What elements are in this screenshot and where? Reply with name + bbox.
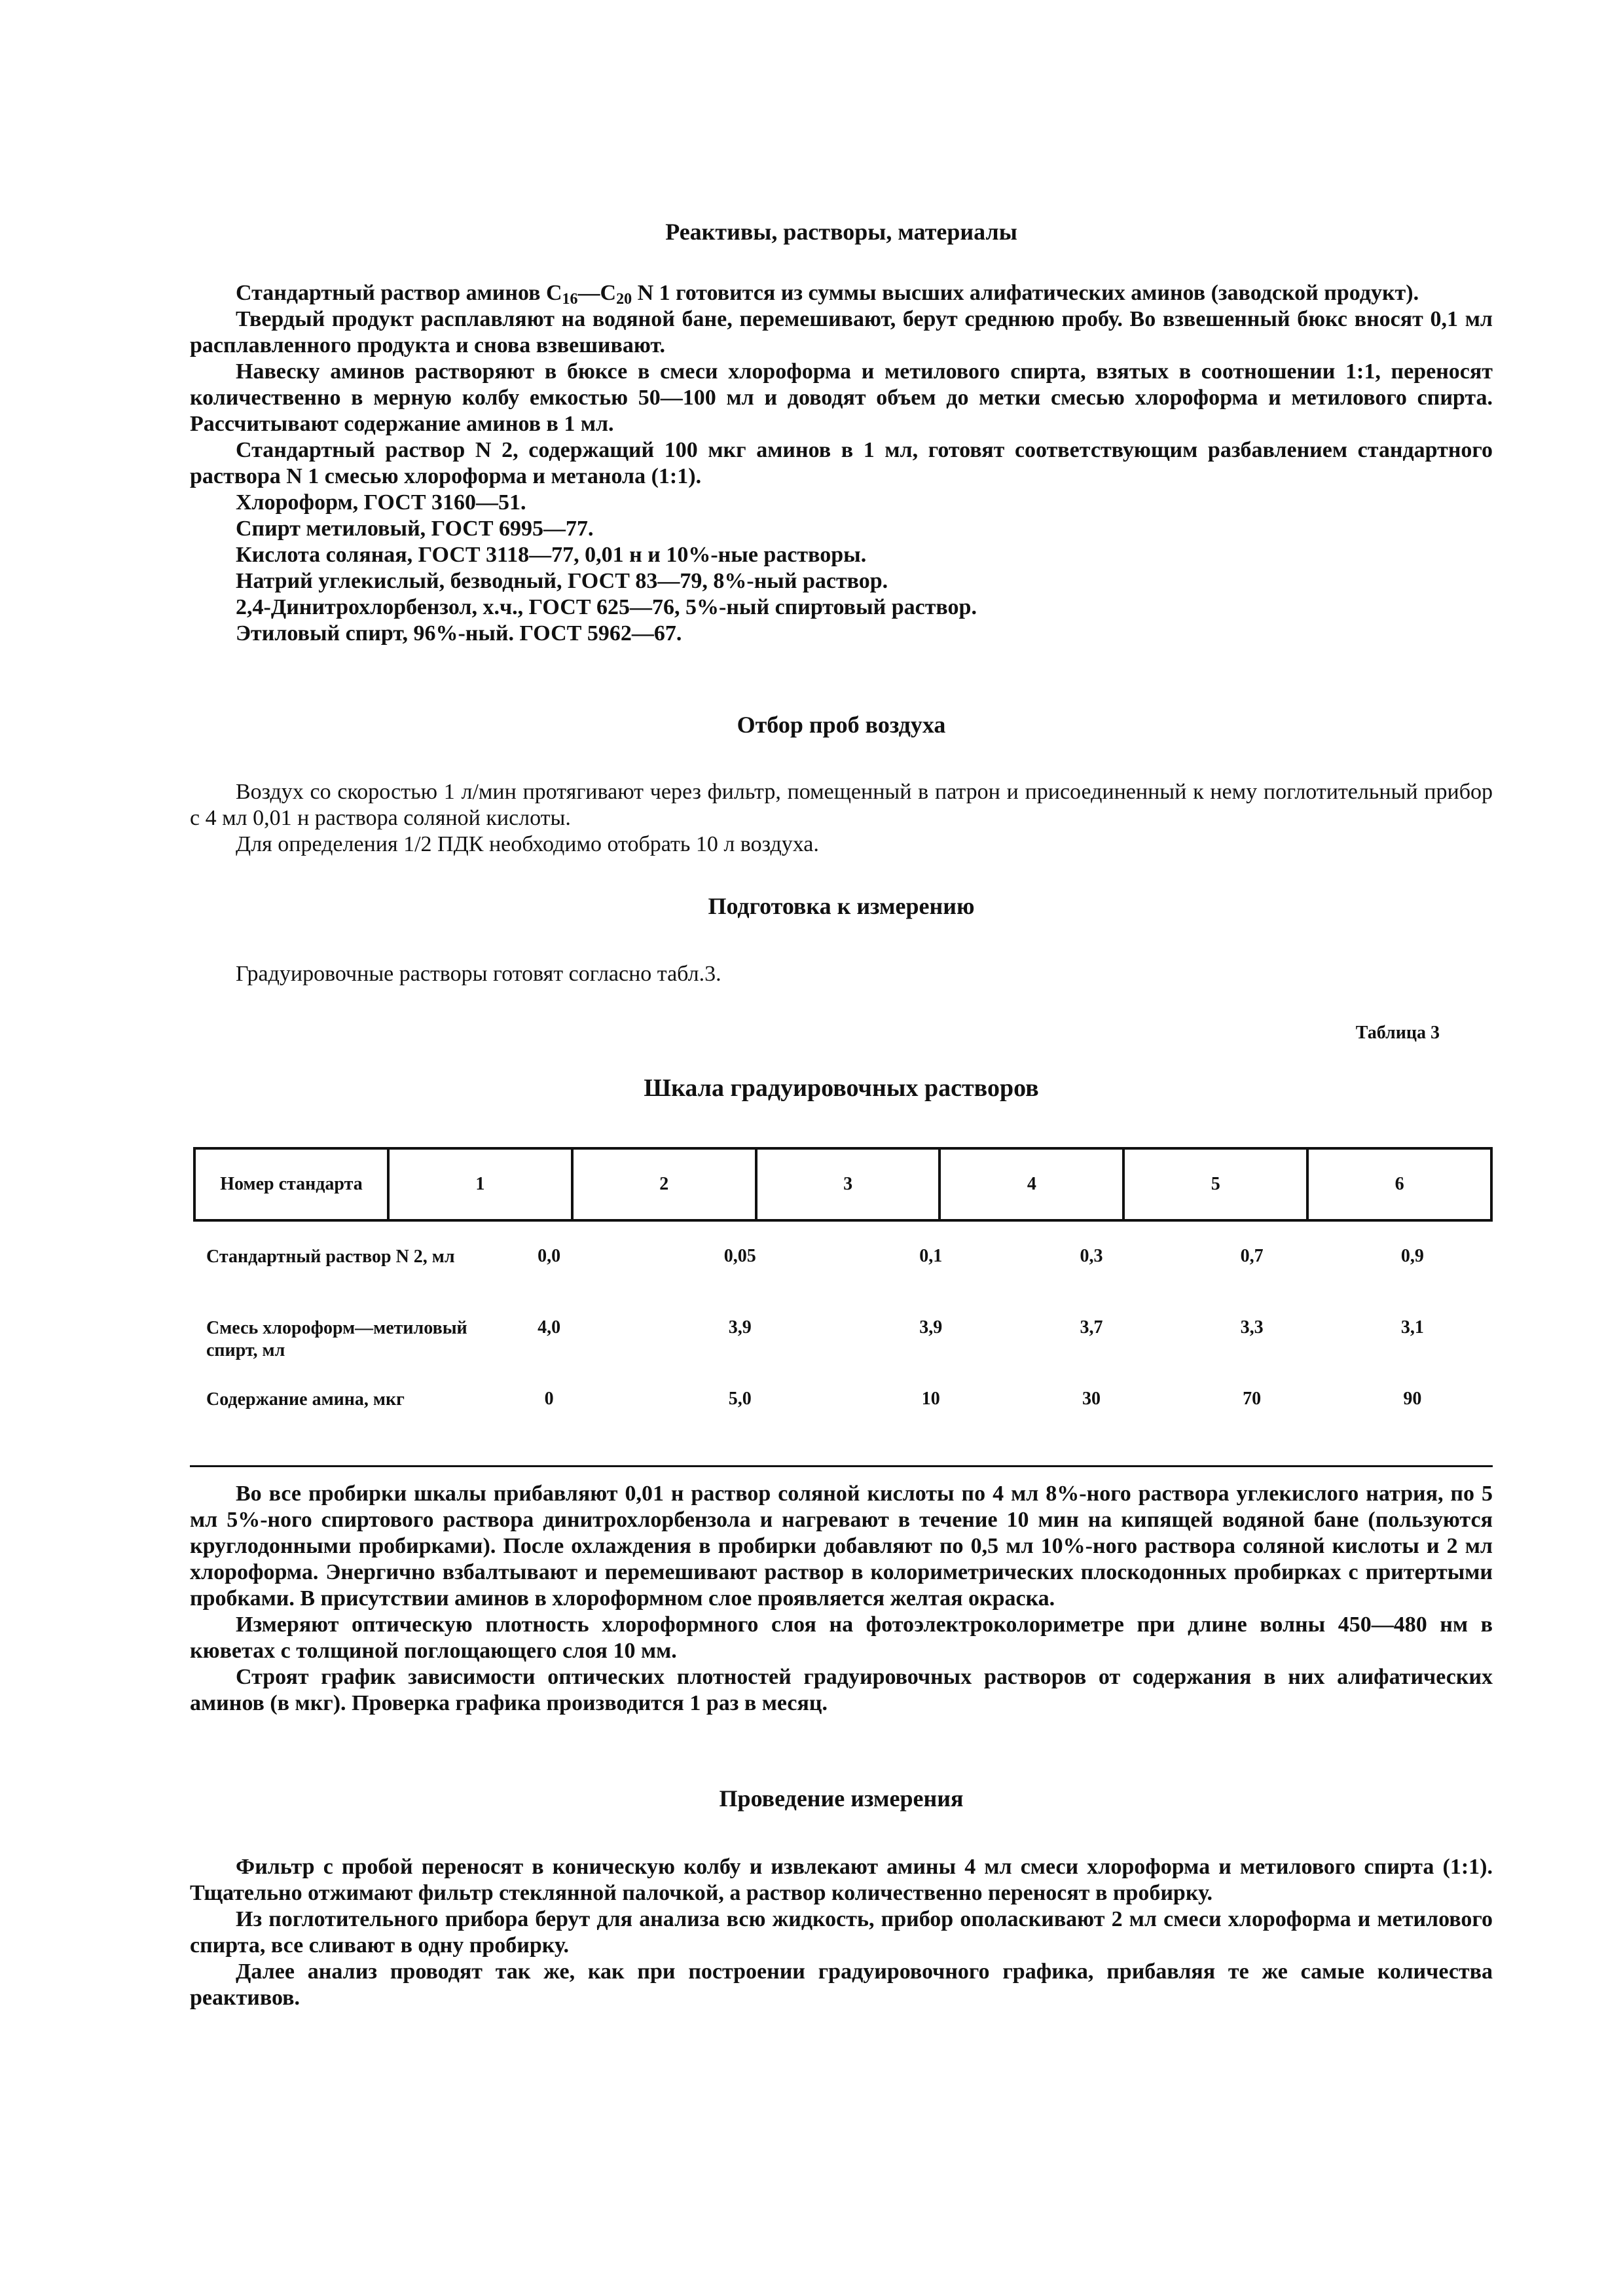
table-cell: 0,3: [1080, 1246, 1103, 1266]
reagents-item: 2,4-Динитрохлорбензол, х.ч., ГОСТ 625—76, 5%-ный спиртовый раствор.: [236, 595, 977, 619]
table-header-row: [194, 1148, 1491, 1220]
table-cell: 0,1: [919, 1246, 943, 1266]
table-cell: 0,0: [538, 1246, 561, 1266]
sampling-paragraph: Воздух со скоростью 1 л/мин протягивают через фильтр, помещенный в патрон и присоединенный к нему поглотительный прибор с 4 мл 0,01 н раствора соляной кислоты.: [190, 780, 1493, 830]
reagents-section: [190, 280, 1493, 647]
header-cell: 6: [1307, 1148, 1491, 1220]
sampling-heading: Отбор проб воздуха: [737, 712, 946, 738]
measurement-paragraph: Фильтр с пробой переносят в коническую колбу и извлекают амины 4 мл смеси хлороформа и метилового спирта (1:1). Тщательно отжимают фильтр стеклянной палочкой, а раствор количественно переносят в пробирку.: [190, 1855, 1493, 1905]
reagents-item: Хлороформ, ГОСТ 3160—51.: [236, 490, 526, 515]
reagents-heading: Реактивы, растворы, материалы: [665, 219, 1017, 245]
header-cell: 5: [1123, 1148, 1307, 1220]
reagents-paragraph: Стандартный раствор N 2, содержащий 100 мкг аминов в 1 мл, готовят соответствующим разбавлением стандартного раствора N 1 смесью хлороформа и метанола (1:1).: [190, 438, 1493, 488]
table-cell: 70: [1243, 1389, 1262, 1409]
after-table-section: [190, 1481, 1493, 1717]
row-label: Смесь хлороформ—метиловый спирт, мл: [206, 1318, 467, 1360]
reagents-item: Спирт метиловый, ГОСТ 6995—77.: [236, 517, 594, 541]
after-table-paragraph: Строят график зависимости оптических плотностей градуировочных растворов от содержания в них алифатических аминов (в мкг). Проверка графика производится 1 раз в месяц.: [190, 1665, 1493, 1715]
table-bottom-rule: [190, 1465, 1493, 1467]
measurement-heading: Проведение измерения: [719, 1785, 964, 1812]
table-cell: 4,0: [538, 1317, 561, 1338]
reagents-paragraph: Стандартный раствор аминов $C_{16}—C_{20}$ N 1 готовится из суммы высших алифатических аминов (заводской продукт).: [236, 281, 1419, 308]
after-table-paragraph: Измеряют оптическую плотность хлороформного слоя на фотоэлектроколориметре при длине волны 450—480 нм в кюветах с толщиной поглощающего слоя 10 мм.: [190, 1613, 1493, 1663]
table-cell: 0,7: [1240, 1246, 1264, 1266]
table-row: [193, 1383, 1493, 1455]
table-row: [193, 1312, 1493, 1383]
header-cell: Номер стандарта: [194, 1148, 388, 1220]
table-title: Шкала градуировочных растворов: [644, 1074, 1039, 1102]
prep-paragraph: Градуировочные растворы готовят согласно табл.3.: [236, 962, 721, 986]
sampling-section: [190, 779, 1493, 858]
table-cell: 0,05: [723, 1246, 756, 1266]
table-cell: 30: [1082, 1389, 1101, 1409]
reagents-item: Кислота соляная, ГОСТ 3118—77, 0,01 н и 10%-ные растворы.: [236, 543, 867, 567]
table-cell: 3,1: [1400, 1317, 1424, 1338]
header-cell: 3: [756, 1148, 940, 1220]
reagents-paragraph: Твердый продукт расплавляют на водяной бане, перемешивают, берут среднюю пробу. Во взвешенный бюкс вносят 0,1 мл расплавленного продукта и снова взвешивают.: [190, 307, 1493, 357]
header-cell: 1: [388, 1148, 572, 1220]
table-cell: 5,0: [728, 1389, 752, 1409]
table-cell: 3,7: [1080, 1317, 1103, 1338]
header-cell: 2: [572, 1148, 756, 1220]
header-cell: 4: [939, 1148, 1123, 1220]
table-cell: 10: [921, 1389, 940, 1409]
measurement-section: [190, 1854, 1493, 2011]
table-cell: 0,9: [1400, 1246, 1424, 1266]
reagents-paragraph: Навеску аминов растворяют в бюксе в смеси хлороформа и метилового спирта, взятых в соотношении 1:1, переносят количественно в мерную колбу емкостью 50—100 мл и доводят объем до метки смесью хлороформа и метилового спирта. Рассчитывают содержание аминов в 1 мл.: [190, 359, 1493, 436]
table-cell: 0: [544, 1389, 554, 1409]
table-header: [193, 1147, 1493, 1222]
table-cell: 3,9: [728, 1317, 752, 1338]
row-label: Стандартный раствор N 2, мл: [206, 1247, 455, 1267]
reagents-item: Натрий углекислый, безводный, ГОСТ 83—79, 8%-ный раствор.: [236, 569, 888, 593]
table-cell: 3,9: [919, 1317, 943, 1338]
table-row: [193, 1241, 1493, 1312]
measurement-paragraph: Из поглотительного прибора берут для анализа всю жидкость, прибор ополаскивают 2 мл смеси хлороформа и метилового спирта, все сливают в одну пробирку.: [190, 1907, 1493, 1958]
after-table-paragraph: Во все пробирки шкалы прибавляют 0,01 н раствор соляной кислоты по 4 мл 8%-ного раствора углекислого натрия, по 5 мл 5%-ного спиртового раствора динитрохлорбензола и нагревают в течение 10 мин на кипящей водяной бане (пользуются круглодонными пробирками). После охлаждения в пробирки добавляют по 0,5 мл 10%-ного раствора соляной кислоты и 2 мл хлороформа. Энергично взбалтывают и перемешивают раствор в колориметрических плоскодонных пробирках с притертыми пробками. В присутствии аминов в хлороформном слое проявляется желтая окраска.: [190, 1482, 1493, 1611]
table-cell: 90: [1403, 1389, 1422, 1409]
reagents-item: Этиловый спирт, 96%-ный. ГОСТ 5962—67.: [236, 621, 682, 646]
row-label: Содержание амина, мкг: [206, 1389, 405, 1410]
prep-section: [190, 961, 1493, 987]
measurement-paragraph: Далее анализ проводят так же, как при построении градуировочного графика, прибавляя те же самые количества реактивов.: [190, 1959, 1493, 2010]
table-cell: 3,3: [1240, 1317, 1264, 1338]
prep-heading: Подготовка к измерению: [708, 893, 975, 919]
sampling-paragraph: Для определения 1/2 ПДК необходимо отобрать 10 л воздуха.: [236, 832, 819, 856]
table-body: [193, 1241, 1493, 1455]
table-label: Таблица 3: [1355, 1023, 1440, 1043]
